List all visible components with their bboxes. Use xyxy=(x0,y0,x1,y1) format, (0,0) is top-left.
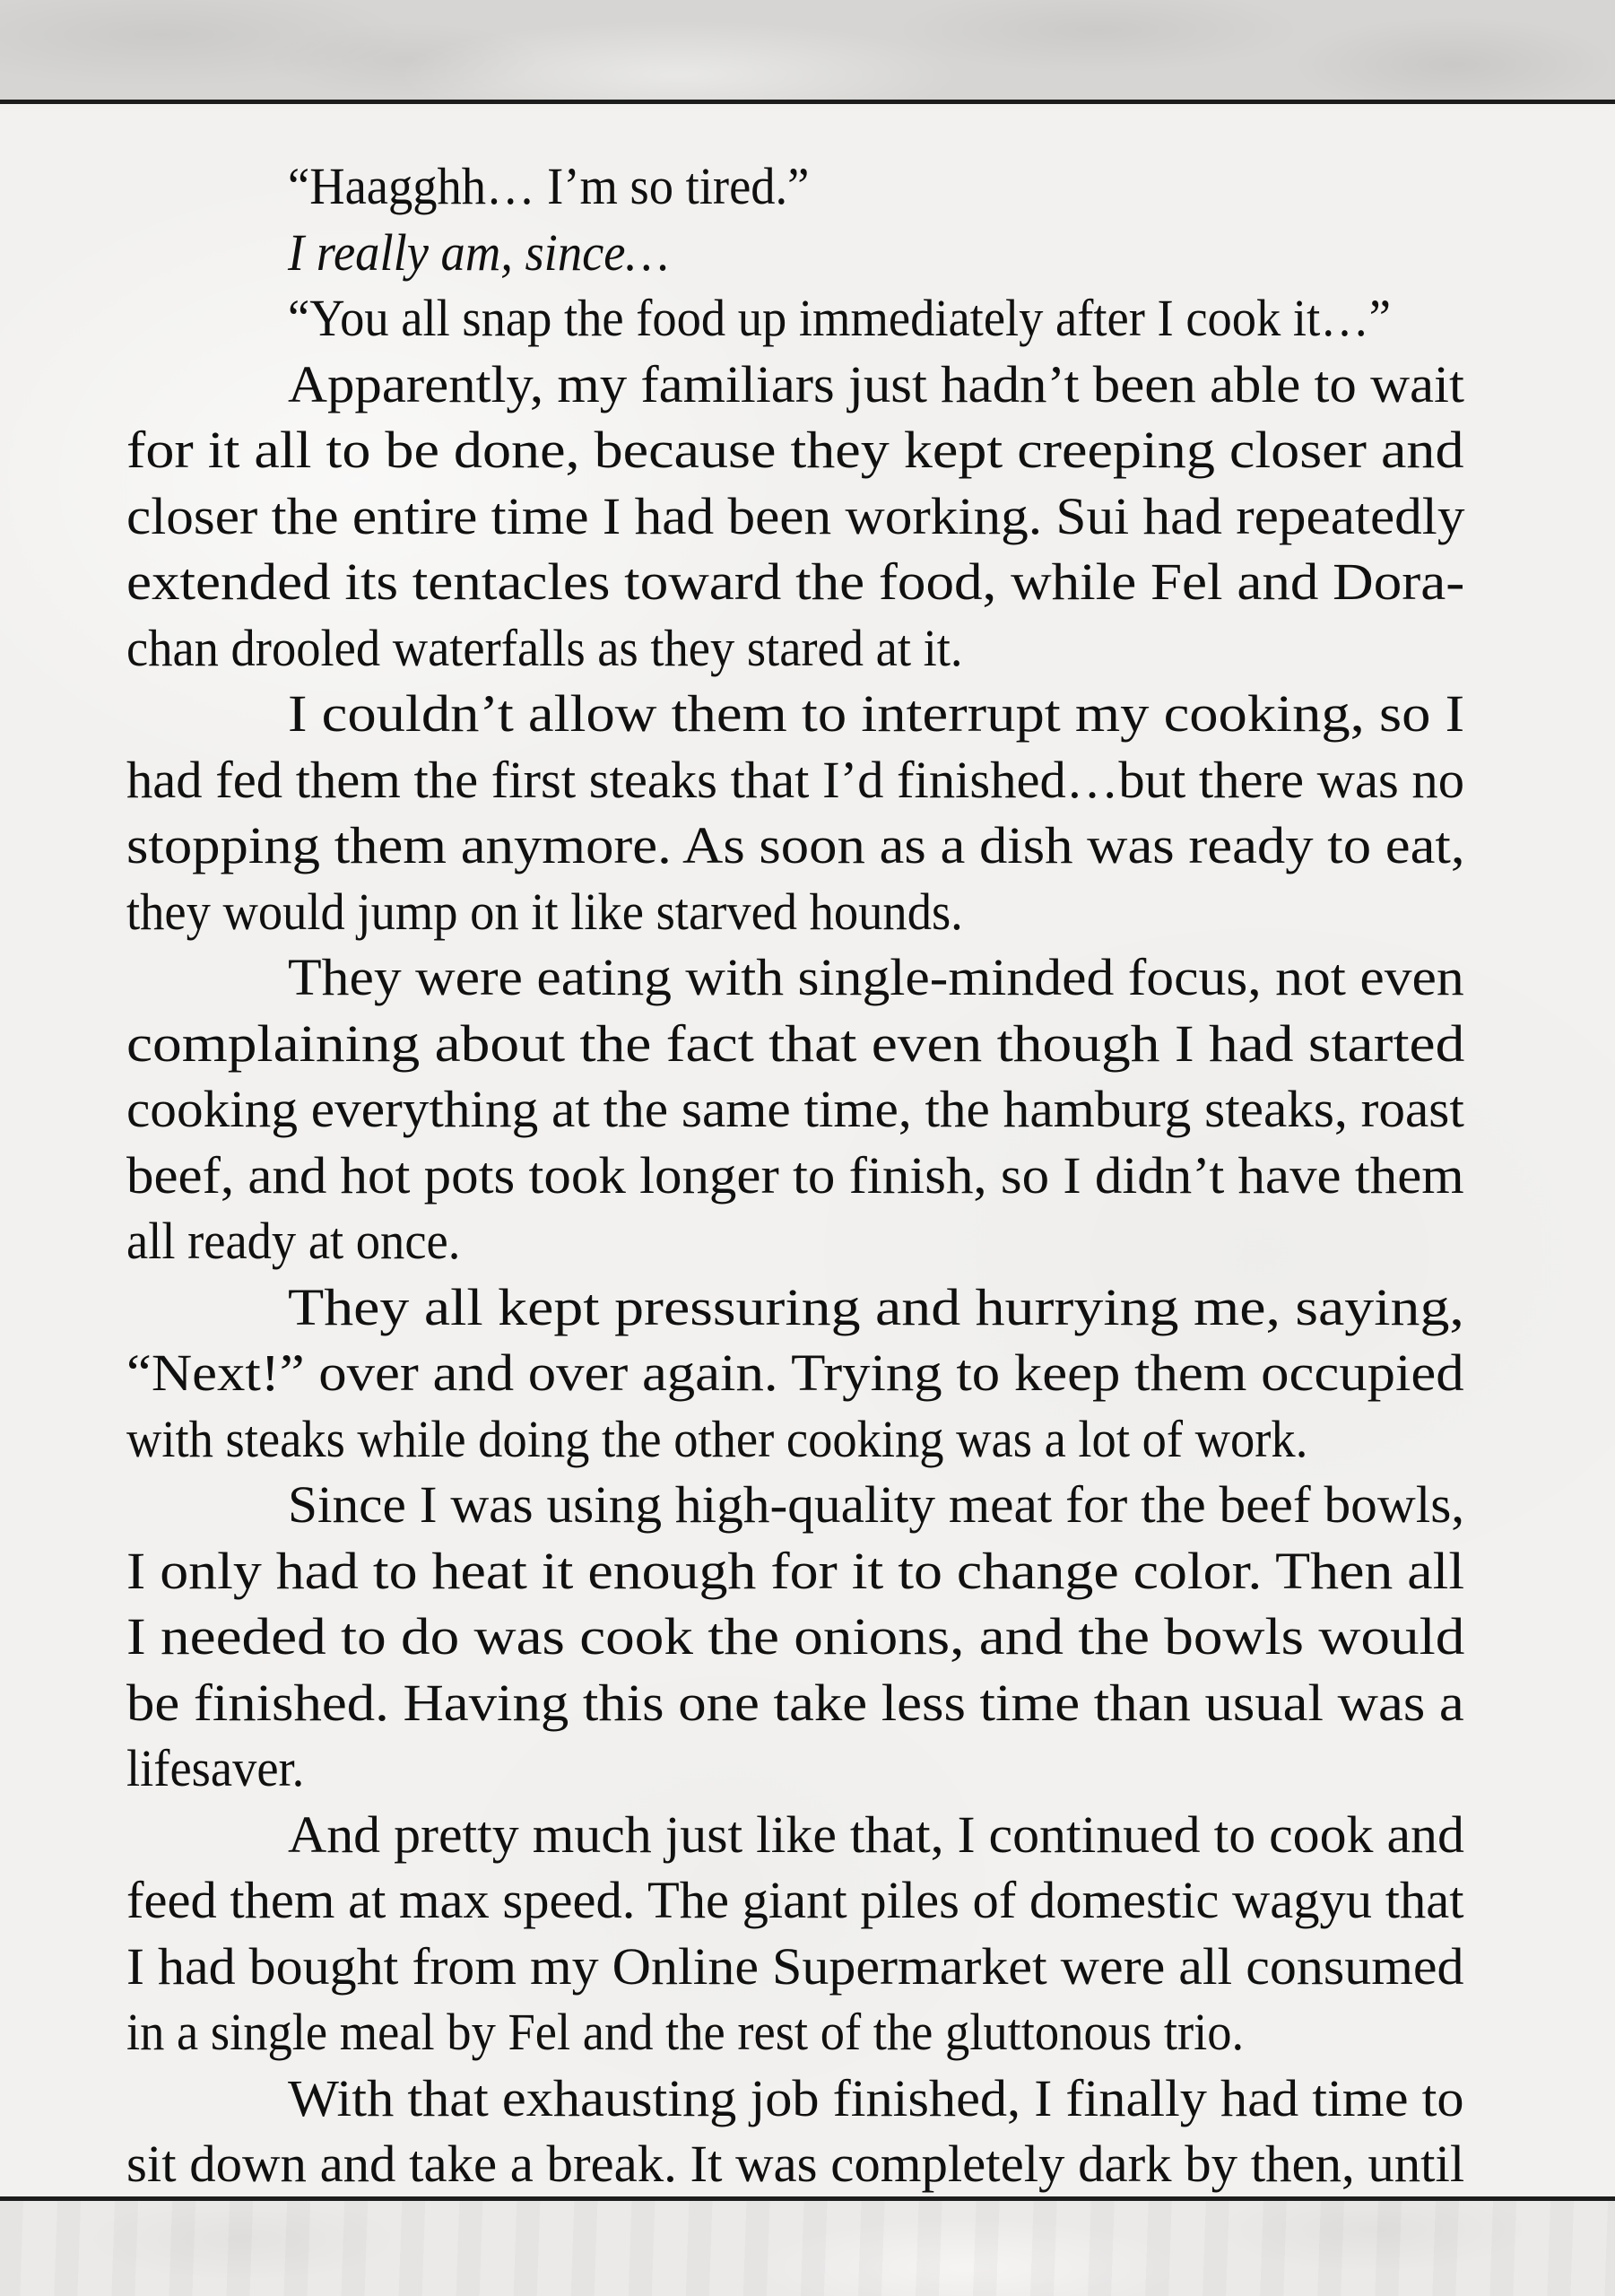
page-text xyxy=(126,153,1464,2197)
text-line-content: I had bought from my Online Supermarket were all consumed xyxy=(126,1936,1464,1996)
text-line xyxy=(126,615,1464,682)
text-line xyxy=(126,549,1464,615)
text-line xyxy=(126,1208,1464,1274)
text-line xyxy=(288,1802,1464,1868)
text-line xyxy=(126,879,1464,945)
paragraph xyxy=(126,944,1464,1274)
text-line xyxy=(288,1274,1464,1341)
text-line xyxy=(126,1143,1464,1209)
text-line-content: I couldn’t allow them to interrupt my cooking, so I xyxy=(288,684,1465,743)
text-line-content: cooking everything at the same time, the hamburg steaks, roast xyxy=(126,1080,1464,1138)
text-line-content: extended its tentacles toward the food, while Fel and Dora- xyxy=(126,552,1465,611)
paragraph xyxy=(126,352,1464,682)
text-line xyxy=(126,747,1464,813)
text-line-content: I really am, since… xyxy=(288,222,669,282)
text-line-content: stopping them anymore. As soon as a dish was ready to eat, xyxy=(126,816,1465,874)
text-line xyxy=(126,1538,1464,1605)
text-line-content: They all kept pressuring and hurrying me, saying, xyxy=(288,1277,1464,1336)
text-line xyxy=(126,1999,1464,2066)
text-line-content: with steaks while doing the other cooking was a lot of work. xyxy=(126,1409,1308,1468)
text-line-content: And pretty much just like that, I continued to cook and xyxy=(288,1805,1464,1864)
text-line xyxy=(288,153,1464,220)
text-line xyxy=(288,944,1464,1011)
text-line-content: “You all snap the food up immediately after I cook it…” xyxy=(288,289,1391,347)
text-line xyxy=(126,483,1464,550)
text-line-content: complaining about the fact that even though I had started xyxy=(126,1013,1465,1073)
text-line xyxy=(126,1604,1464,1670)
paragraph xyxy=(126,1802,1464,2066)
paragraph xyxy=(126,285,1464,352)
text-line xyxy=(126,1076,1464,1143)
text-line-content: “Haagghh… I’m so tired.” xyxy=(288,157,810,215)
text-line-content: closer the entire time I had been working. Sui had repeatedly xyxy=(126,486,1465,545)
text-line-content: they would jump on it like starved hounds. xyxy=(126,882,963,941)
text-line xyxy=(126,1735,1464,1802)
text-line-content: be finished. Having this one take less time than usual was a xyxy=(126,1673,1464,1732)
text-line-content: beef, and hot pots took longer to finish, so I didn’t have them xyxy=(126,1145,1464,1205)
text-line xyxy=(126,1934,1464,2000)
text-line xyxy=(288,220,1464,286)
paragraph xyxy=(126,1274,1464,1473)
text-line xyxy=(126,2131,1464,2197)
text-line xyxy=(288,352,1464,418)
text-line xyxy=(126,1011,1464,1077)
text-line-content: Since I was using high-quality meat for the beef bowls, xyxy=(288,1475,1465,1534)
text-line-content: lifesaver. xyxy=(126,1739,305,1797)
text-line-content: for it all to be done, because they kept creeping closer and xyxy=(126,421,1464,479)
text-line-content: I only had to heat it enough for it to change color. Then all xyxy=(126,1541,1465,1600)
paragraph xyxy=(126,2066,1464,2197)
text-line-content: all ready at once. xyxy=(126,1212,461,1270)
text-line-content: With that exhausting job finished, I finally had time to xyxy=(288,2068,1464,2127)
text-line-content: chan drooled waterfalls as they stared at it. xyxy=(126,618,963,677)
text-line-content: “Next!” over and over again. Trying to keep them occupied xyxy=(126,1344,1464,1402)
text-line-content: feed them at max speed. The giant piles of domestic wagyu that xyxy=(126,1871,1464,1929)
text-line xyxy=(126,417,1464,483)
bottom-margin-texture xyxy=(0,2201,1615,2296)
text-line-content: sit down and take a break. It was completely dark by then, until xyxy=(126,2135,1465,2193)
paragraph xyxy=(126,153,1464,220)
text-line xyxy=(288,2066,1464,2132)
text-line xyxy=(126,1670,1464,1736)
paragraph xyxy=(126,220,1464,286)
text-line xyxy=(288,285,1464,352)
text-line-content: They were eating with single-minded focus, not even xyxy=(288,948,1464,1006)
text-line xyxy=(126,813,1464,879)
top-margin-texture xyxy=(0,0,1615,100)
text-line xyxy=(288,1472,1464,1538)
paragraph xyxy=(126,681,1464,944)
paragraph xyxy=(126,1472,1464,1802)
text-line xyxy=(288,681,1464,747)
text-line xyxy=(126,1867,1464,1934)
text-line-content: had fed them the first steaks that I’d finished…but there was no xyxy=(126,750,1464,809)
text-line xyxy=(126,1406,1464,1473)
text-line-content: I needed to do was cook the onions, and the bowls would xyxy=(126,1607,1465,1665)
text-line xyxy=(126,1340,1464,1406)
text-line-content: in a single meal by Fel and the rest of the gluttonous trio. xyxy=(126,2003,1245,2061)
text-line-content: Apparently, my familiars just hadn’t been able to wait xyxy=(288,354,1464,413)
